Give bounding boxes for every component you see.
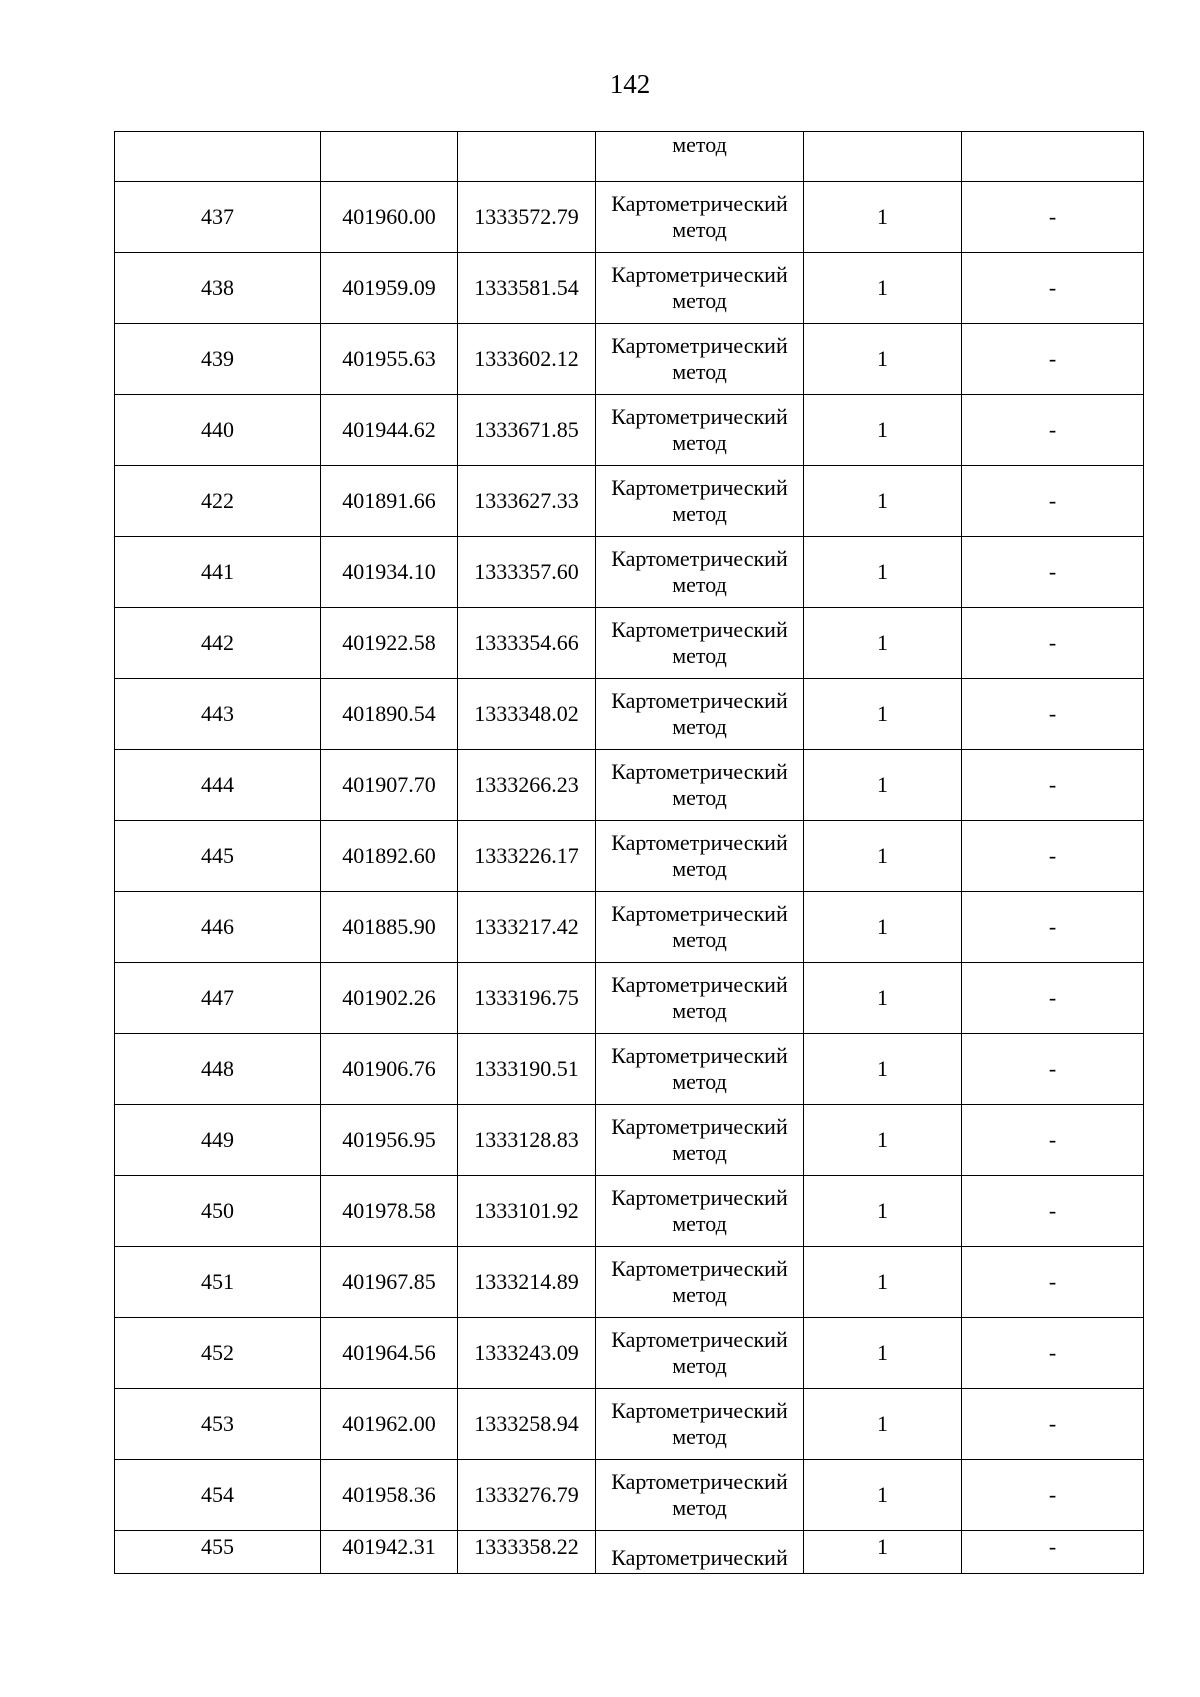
- cell-point-number-text: 445: [201, 843, 234, 868]
- cell-method: [596, 1318, 804, 1389]
- cell-point-number-text: 454: [201, 1482, 234, 1507]
- cell-accuracy: [804, 892, 962, 963]
- cell-method: [596, 821, 804, 892]
- cell-y: [458, 1318, 596, 1389]
- cell-y-text: 1333671.85: [474, 417, 579, 442]
- cell-x: [321, 395, 458, 466]
- method-text: Картометрический: [611, 1469, 788, 1494]
- cell-x-text: 401960.00: [342, 204, 436, 229]
- cell-accuracy-text: 1: [877, 1269, 888, 1294]
- continued-row: [115, 132, 1144, 182]
- cell-description-text: -: [1048, 1198, 1057, 1223]
- table-row: [115, 1389, 1144, 1460]
- cell-x-text: 401906.76: [342, 1056, 436, 1081]
- method-text: метод: [672, 643, 727, 668]
- cell-description: [962, 1247, 1144, 1318]
- cell-point-number: [115, 1247, 321, 1318]
- cell-y-text: 1333196.75: [474, 985, 579, 1010]
- cell-x: [321, 537, 458, 608]
- cell-y: [458, 1176, 596, 1247]
- cell-accuracy-text: 1: [877, 843, 888, 868]
- cell-y-text: 1333226.17: [474, 843, 579, 868]
- cell-description-text: -: [1048, 772, 1057, 797]
- cell-y-text: 1333258.94: [474, 1411, 579, 1436]
- cell-x: [321, 821, 458, 892]
- cell-point-number-text: 446: [201, 914, 234, 939]
- cell-method: [596, 679, 804, 750]
- cell-point-number-text: 453: [201, 1411, 234, 1436]
- method-text: Картометрический: [611, 1114, 788, 1139]
- cell-point-number: [115, 395, 321, 466]
- cell-point-number-text: 437: [201, 204, 234, 229]
- cell-method: [596, 963, 804, 1034]
- method-text: Картометрический: [611, 901, 788, 926]
- cell-description: [962, 1034, 1144, 1105]
- cell-y: [458, 395, 596, 466]
- cell-method: [596, 1176, 804, 1247]
- cell-accuracy-text: 1: [877, 630, 888, 655]
- cell-point-number: [115, 821, 321, 892]
- cell-description-text: -: [1048, 914, 1057, 939]
- cell-accuracy-text: 1: [877, 346, 888, 371]
- method-text: метод: [672, 572, 727, 597]
- cell-method: [596, 1531, 804, 1574]
- cell-y-text: 1333354.66: [474, 630, 579, 655]
- cell-x-text: 401902.26: [342, 985, 436, 1010]
- cell-y-text: 1333266.23: [474, 772, 579, 797]
- cell-point-number: [115, 1105, 321, 1176]
- method-text: метод: [672, 1353, 727, 1378]
- cell-method: [596, 537, 804, 608]
- cell-description: [962, 1176, 1144, 1247]
- cell-point-number: [115, 750, 321, 821]
- cell-accuracy-text: 1: [877, 417, 888, 442]
- cell-x-text: 401922.58: [342, 630, 436, 655]
- table-row: [115, 466, 1144, 537]
- cell-y-text: 1333357.60: [474, 559, 579, 584]
- cell-method: [596, 1034, 804, 1105]
- cell-description-text: -: [1048, 488, 1057, 513]
- cell-x: [321, 1034, 458, 1105]
- cell-point-number: [115, 1460, 321, 1531]
- cell-y-text: 1333217.42: [474, 914, 579, 939]
- cell-accuracy-text: 1: [877, 985, 888, 1010]
- method-text: Картометрический: [611, 688, 788, 713]
- cell-accuracy: [804, 1105, 962, 1176]
- cell-y-text: 1333602.12: [474, 346, 579, 371]
- cell-y: [458, 1247, 596, 1318]
- cell-y: [458, 324, 596, 395]
- cell-x: [321, 253, 458, 324]
- method-text: Картометрический: [611, 1043, 788, 1068]
- cell-x-text: 401967.85: [342, 1269, 436, 1294]
- cell-accuracy: [804, 1176, 962, 1247]
- table-row: [115, 679, 1144, 750]
- cell-point-number-text: 447: [201, 985, 234, 1010]
- cell-y: [458, 466, 596, 537]
- cell-point-number-text: 448: [201, 1056, 234, 1081]
- cell-accuracy: [804, 182, 962, 253]
- cell-method: [596, 466, 804, 537]
- cell-x: [321, 182, 458, 253]
- cell-description-text: -: [1048, 1269, 1057, 1294]
- method-text: Картометрический: [611, 1327, 788, 1352]
- cell-x-text: 401964.56: [342, 1340, 436, 1365]
- cell-accuracy-text: 1: [877, 275, 888, 300]
- cell-y: [458, 253, 596, 324]
- cell-point-number-text: 451: [201, 1269, 234, 1294]
- cell-x-text: 401934.10: [342, 559, 436, 584]
- cell-description: [962, 1318, 1144, 1389]
- page-number: 142: [609, 69, 651, 99]
- method-text: Картометрический: [611, 191, 788, 216]
- cell-description-text: -: [1048, 1340, 1057, 1365]
- cell-accuracy: [804, 1531, 962, 1574]
- method-text: метод: [672, 998, 727, 1023]
- cell-x-text: 401885.90: [342, 914, 436, 939]
- cell-accuracy: [804, 324, 962, 395]
- table-row: [115, 750, 1144, 821]
- cell-x: [321, 324, 458, 395]
- method-text: Картометрический: [611, 1398, 788, 1423]
- cell-description: [962, 395, 1144, 466]
- cell-point-number-text: 450: [201, 1198, 234, 1223]
- cell-accuracy: [804, 132, 962, 182]
- cell-y: [458, 537, 596, 608]
- cell-description: [962, 679, 1144, 750]
- cell-point-number-text: 449: [201, 1127, 234, 1152]
- method-text: Картометрический: [611, 546, 788, 571]
- method-text: метод: [672, 288, 727, 313]
- method-text: Картометрический: [611, 333, 788, 358]
- cell-description: [962, 963, 1144, 1034]
- method-text: метод: [672, 1495, 727, 1520]
- cell-description-text: -: [1048, 1127, 1057, 1152]
- cell-point-number: [115, 466, 321, 537]
- cell-accuracy: [804, 253, 962, 324]
- cell-description: [962, 821, 1144, 892]
- cell-y: [458, 1389, 596, 1460]
- cell-point-number-text: 422: [201, 488, 234, 513]
- cell-point-number: [115, 1531, 321, 1574]
- cell-x-text: 401942.31: [342, 1534, 436, 1559]
- cell-y-text: 1333190.51: [474, 1056, 579, 1081]
- method-text: метод: [672, 714, 727, 739]
- cell-x: [321, 1105, 458, 1176]
- cell-x: [321, 132, 458, 182]
- table-row: [115, 1176, 1144, 1247]
- cell-y: [458, 679, 596, 750]
- cell-x-text: 401978.58: [342, 1198, 436, 1223]
- cell-x: [321, 750, 458, 821]
- cell-description: [962, 132, 1144, 182]
- cell-description-text: -: [1048, 275, 1057, 300]
- cell-x-text: 401891.66: [342, 488, 436, 513]
- cell-accuracy: [804, 1034, 962, 1105]
- cell-point-number: [115, 1318, 321, 1389]
- cell-method: [596, 608, 804, 679]
- cell-method: [596, 1105, 804, 1176]
- cell-method: [596, 1389, 804, 1460]
- cell-x-text: 401959.09: [342, 275, 436, 300]
- cell-description-text: -: [1048, 1482, 1057, 1507]
- method-text: метод: [672, 1211, 727, 1236]
- cell-description-text: -: [1048, 1411, 1057, 1436]
- cell-method: [596, 1460, 804, 1531]
- cell-description-text: -: [1048, 417, 1057, 442]
- cell-accuracy-text: 1: [877, 1534, 888, 1559]
- cell-accuracy: [804, 821, 962, 892]
- cell-description: [962, 1531, 1144, 1574]
- cell-method: [596, 892, 804, 963]
- cell-y: [458, 892, 596, 963]
- cell-description: [962, 253, 1144, 324]
- table-row: [115, 1034, 1144, 1105]
- cell-point-number: [115, 537, 321, 608]
- cell-y-text: 1333572.79: [474, 204, 579, 229]
- cell-accuracy: [804, 466, 962, 537]
- cell-x: [321, 1531, 458, 1574]
- method-text: метод: [672, 217, 727, 242]
- cell-description-text: -: [1048, 346, 1057, 371]
- cell-x-text: 401944.62: [342, 417, 436, 442]
- method-text: метод: [672, 1424, 727, 1449]
- cell-x: [321, 1318, 458, 1389]
- cell-method: [596, 750, 804, 821]
- method-text: Картометрический: [611, 404, 788, 429]
- method-text: Картометрический: [611, 262, 788, 287]
- cell-method: [596, 324, 804, 395]
- cell-accuracy: [804, 1460, 962, 1531]
- cell-description-text: -: [1048, 701, 1057, 726]
- cell-accuracy: [804, 963, 962, 1034]
- cell-x: [321, 679, 458, 750]
- cell-y-text: 1333243.09: [474, 1340, 579, 1365]
- method-text: Картометрический: [611, 972, 788, 997]
- cell-accuracy-text: 1: [877, 701, 888, 726]
- cell-x: [321, 892, 458, 963]
- cell-y-text: 1333358.22: [474, 1534, 579, 1559]
- cell-accuracy-text: 1: [877, 772, 888, 797]
- cell-accuracy-text: 1: [877, 1127, 888, 1152]
- cell-accuracy-text: 1: [877, 1482, 888, 1507]
- cell-accuracy-text: 1: [877, 204, 888, 229]
- cell-point-number-text: 439: [201, 346, 234, 371]
- cell-accuracy-text: 1: [877, 1056, 888, 1081]
- cell-point-number: [115, 1176, 321, 1247]
- cell-y: [458, 821, 596, 892]
- method-text: метод: [672, 1140, 727, 1165]
- cell-x: [321, 1176, 458, 1247]
- method-text: Картометрический: [611, 617, 788, 642]
- cell-description: [962, 1105, 1144, 1176]
- cell-x-text: 401958.36: [342, 1482, 436, 1507]
- table-row: [115, 821, 1144, 892]
- cell-description-text: -: [1048, 1056, 1057, 1081]
- cell-accuracy: [804, 1247, 962, 1318]
- cell-description: [962, 1389, 1144, 1460]
- cell-description-text: -: [1048, 843, 1057, 868]
- table-row: [115, 324, 1144, 395]
- cell-accuracy: [804, 1389, 962, 1460]
- cell-accuracy-text: 1: [877, 559, 888, 584]
- cell-method: [596, 253, 804, 324]
- table-row: [115, 1460, 1144, 1531]
- cell-description-text: -: [1048, 204, 1057, 229]
- method-text: метод: [672, 430, 727, 455]
- cell-method: [596, 132, 804, 182]
- cell-description: [962, 750, 1144, 821]
- cell-accuracy-text: 1: [877, 1198, 888, 1223]
- cell-y: [458, 1460, 596, 1531]
- cell-x-text: 401956.95: [342, 1127, 436, 1152]
- table-row: [115, 963, 1144, 1034]
- table-row: [115, 537, 1144, 608]
- method-text: метод: [672, 856, 727, 881]
- cell-point-number: [115, 132, 321, 182]
- method-text: Картометрический: [611, 475, 788, 500]
- cell-point-number: [115, 253, 321, 324]
- cell-point-number-text: 444: [201, 772, 234, 797]
- cell-y: [458, 750, 596, 821]
- cell-description-text: -: [1048, 1534, 1057, 1559]
- coordinates-table: [114, 131, 1144, 1574]
- table-row: [115, 253, 1144, 324]
- method-text: метод: [672, 785, 727, 810]
- cell-accuracy: [804, 679, 962, 750]
- cell-point-number: [115, 182, 321, 253]
- cell-y-text: 1333276.79: [474, 1482, 579, 1507]
- cell-y: [458, 182, 596, 253]
- method-text: метод: [672, 132, 727, 157]
- cell-point-number: [115, 892, 321, 963]
- table-row: [115, 1105, 1144, 1176]
- cell-description: [962, 182, 1144, 253]
- table-row: [115, 1247, 1144, 1318]
- table-row: [115, 608, 1144, 679]
- cell-point-number: [115, 963, 321, 1034]
- cell-accuracy: [804, 1318, 962, 1389]
- cell-y: [458, 1105, 596, 1176]
- cell-x-text: 401955.63: [342, 346, 436, 371]
- method-text: метод: [672, 1282, 727, 1307]
- method-text: Картометрический: [611, 759, 788, 784]
- cell-x: [321, 608, 458, 679]
- cell-y: [458, 132, 596, 182]
- cell-x: [321, 1389, 458, 1460]
- cell-x-text: 401890.54: [342, 701, 436, 726]
- method-text: Картометрический: [611, 1185, 788, 1210]
- cell-description-text: -: [1048, 559, 1057, 584]
- cell-x: [321, 1460, 458, 1531]
- cell-y: [458, 608, 596, 679]
- cell-x: [321, 1247, 458, 1318]
- table-row: [115, 892, 1144, 963]
- cell-x-text: 401962.00: [342, 1411, 436, 1436]
- cell-point-number: [115, 1034, 321, 1105]
- cell-y: [458, 963, 596, 1034]
- cell-point-number-text: 438: [201, 275, 234, 300]
- cell-point-number-text: 442: [201, 630, 234, 655]
- cell-description: [962, 537, 1144, 608]
- cell-point-number-text: 452: [201, 1340, 234, 1365]
- table-row: [115, 1531, 1144, 1574]
- cell-point-number-text: 440: [201, 417, 234, 442]
- cell-x: [321, 466, 458, 537]
- cell-y-text: 1333581.54: [474, 275, 579, 300]
- cell-x-text: 401907.70: [342, 772, 436, 797]
- method-text: Картометрический: [611, 830, 788, 855]
- cell-accuracy-text: 1: [877, 1411, 888, 1436]
- cell-method: [596, 182, 804, 253]
- method-text: Картометрический: [611, 1256, 788, 1281]
- table-row: [115, 395, 1144, 466]
- cell-y-text: 1333128.83: [474, 1127, 579, 1152]
- cell-y-text: 1333348.02: [474, 701, 579, 726]
- cell-y: [458, 1034, 596, 1105]
- table-row: [115, 182, 1144, 253]
- method-text: метод: [672, 501, 727, 526]
- cell-description-text: -: [1048, 985, 1057, 1010]
- cell-x-text: 401892.60: [342, 843, 436, 868]
- cell-accuracy-text: 1: [877, 914, 888, 939]
- cell-description: [962, 1460, 1144, 1531]
- cell-y: [458, 1531, 596, 1574]
- cell-accuracy: [804, 395, 962, 466]
- cell-method: [596, 1247, 804, 1318]
- cell-point-number: [115, 324, 321, 395]
- cell-method: [596, 395, 804, 466]
- cell-accuracy: [804, 750, 962, 821]
- cell-y-text: 1333627.33: [474, 488, 579, 513]
- cell-point-number: [115, 1389, 321, 1460]
- cell-accuracy-text: 1: [877, 488, 888, 513]
- cell-accuracy-text: 1: [877, 1340, 888, 1365]
- cell-y-text: 1333101.92: [474, 1198, 579, 1223]
- cell-description-text: -: [1048, 630, 1057, 655]
- cell-accuracy: [804, 537, 962, 608]
- cell-description: [962, 324, 1144, 395]
- cell-y-text: 1333214.89: [474, 1269, 579, 1294]
- table-row: [115, 1318, 1144, 1389]
- cell-point-number-text: 441: [201, 559, 234, 584]
- cell-point-number-text: 455: [201, 1534, 234, 1559]
- cell-accuracy: [804, 608, 962, 679]
- cell-point-number: [115, 679, 321, 750]
- method-text: метод: [672, 927, 727, 952]
- cell-point-number: [115, 608, 321, 679]
- cell-x: [321, 963, 458, 1034]
- method-text: метод: [672, 1069, 727, 1094]
- cell-description: [962, 466, 1144, 537]
- method-text: метод: [672, 359, 727, 384]
- coordinates-table-body: [115, 132, 1144, 1574]
- cell-point-number-text: 443: [201, 701, 234, 726]
- cell-method-text: Картометрический: [611, 1545, 788, 1570]
- cell-description: [962, 892, 1144, 963]
- cell-description: [962, 608, 1144, 679]
